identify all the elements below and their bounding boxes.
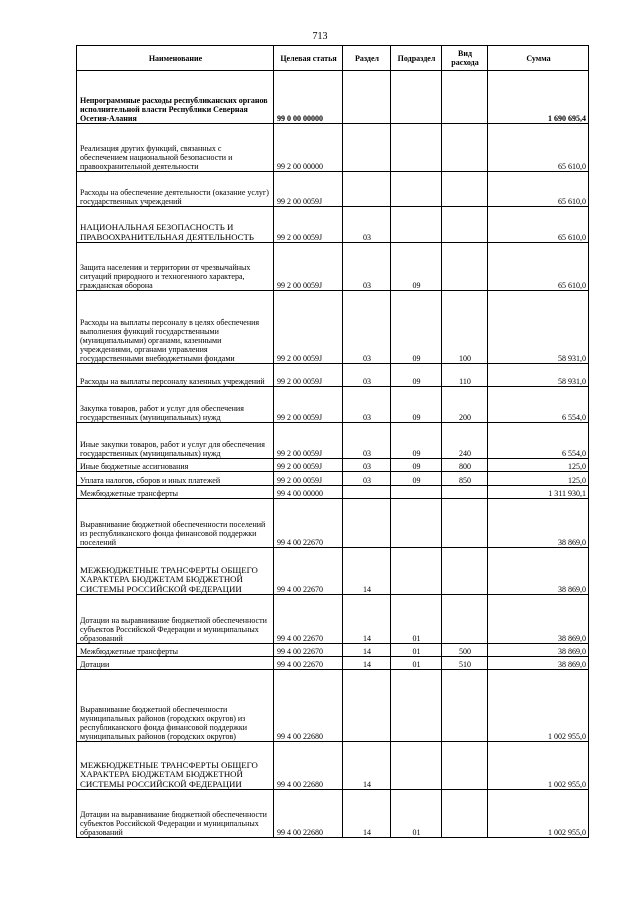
cell-subsection: [391, 71, 442, 124]
cell-section: 03: [343, 423, 391, 459]
cell-sum: 6 554,0: [488, 423, 589, 459]
cell-article: 99 2 00 0059J: [274, 364, 343, 387]
cell-subsection: 09: [391, 459, 442, 472]
cell-section: 03: [343, 207, 391, 243]
cell-subsection: [391, 742, 442, 790]
table-row: [77, 657, 589, 670]
cell-type: 110: [442, 364, 488, 387]
cell-article: 99 4 00 22670: [274, 644, 343, 657]
table-row: [77, 243, 589, 291]
cell-type: [442, 742, 488, 790]
cell-type: [442, 243, 488, 291]
cell-subsection: [391, 124, 442, 172]
header-section: Раздел: [343, 46, 391, 71]
cell-article: 99 4 00 22670: [274, 499, 343, 548]
cell-article: 99 2 00 0059J: [274, 423, 343, 459]
cell-article: 99 2 00 0059J: [274, 172, 343, 207]
cell-subsection: [391, 548, 442, 595]
cell-subsection: 01: [391, 790, 442, 838]
cell-name: Выравнивание бюджетной обеспеченности муниципальных районов (городских округов) из республиканского фонда финансовой поддержки муниципальных районов (городских округов): [77, 670, 274, 742]
page-number: 713: [312, 31, 328, 42]
cell-type: 800: [442, 459, 488, 472]
header-type: Вид расхода: [442, 46, 488, 71]
cell-section: [343, 486, 391, 499]
cell-sum: 38 869,0: [488, 657, 589, 670]
table-row: [77, 423, 589, 459]
cell-type: [442, 124, 488, 172]
cell-section: 03: [343, 387, 391, 423]
cell-name: Выравнивание бюджетной обеспеченности поселений из республиканского фонда финансовой поддержки поселений: [77, 499, 274, 548]
table-row: [77, 124, 589, 172]
cell-section: [343, 124, 391, 172]
header-article: Целевая статья: [274, 46, 343, 71]
table-header-row: [77, 46, 589, 71]
table-row: [77, 472, 589, 486]
cell-type: [442, 499, 488, 548]
cell-type: 200: [442, 387, 488, 423]
cell-name: МЕЖБЮДЖЕТНЫЕ ТРАНСФЕРТЫ ОБЩЕГО ХАРАКТЕРА БЮДЖЕТАМ БЮДЖЕТНОЙ СИСТЕМЫ РОССИЙСКОЙ ФЕДЕРАЦИИ: [77, 548, 274, 595]
cell-name: Дотации на выравнивание бюджетной обеспеченности субъектов Российской Федерации и муниципальных образований: [77, 595, 274, 644]
cell-type: [442, 207, 488, 243]
table-row: [77, 486, 589, 499]
table-row: [77, 459, 589, 472]
header-sum: Сумма: [488, 46, 589, 71]
cell-type: [442, 790, 488, 838]
cell-article: 99 2 00 0059J: [274, 459, 343, 472]
cell-sum: 1 690 695,4: [488, 71, 589, 124]
cell-type: [442, 670, 488, 742]
table-row: [77, 670, 589, 742]
cell-sum: 1 002 955,0: [488, 742, 589, 790]
cell-section: 14: [343, 657, 391, 670]
cell-article: 99 4 00 22680: [274, 790, 343, 838]
cell-subsection: [391, 670, 442, 742]
cell-subsection: 09: [391, 243, 442, 291]
cell-section: 03: [343, 364, 391, 387]
cell-section: 14: [343, 644, 391, 657]
table-row: [77, 742, 589, 790]
cell-section: 14: [343, 742, 391, 790]
cell-sum: 125,0: [488, 472, 589, 486]
cell-sum: 58 931,0: [488, 364, 589, 387]
cell-sum: 65 610,0: [488, 124, 589, 172]
header-subsection: Подраздел: [391, 46, 442, 71]
cell-type: [442, 595, 488, 644]
cell-section: 14: [343, 595, 391, 644]
table-row: [77, 548, 589, 595]
cell-sum: 1 002 955,0: [488, 670, 589, 742]
cell-name: Иные бюджетные ассигнования: [77, 459, 274, 472]
cell-subsection: 09: [391, 472, 442, 486]
cell-sum: 38 869,0: [488, 499, 589, 548]
table-row: [77, 71, 589, 124]
cell-name: Иные закупки товаров, работ и услуг для обеспечения государственных (муниципальных) нужд: [77, 423, 274, 459]
table-row: [77, 291, 589, 364]
cell-type: [442, 172, 488, 207]
cell-subsection: 01: [391, 657, 442, 670]
cell-sum: 1 002 955,0: [488, 790, 589, 838]
cell-section: 03: [343, 291, 391, 364]
cell-name: Реализация других функций, связанных с обеспечением национальной безопасности и правоохранительной деятельности: [77, 124, 274, 172]
table-row: [77, 172, 589, 207]
cell-type: 240: [442, 423, 488, 459]
cell-section: 14: [343, 548, 391, 595]
cell-type: 510: [442, 657, 488, 670]
cell-section: [343, 172, 391, 207]
cell-article: 99 2 00 00000: [274, 124, 343, 172]
cell-sum: 38 869,0: [488, 548, 589, 595]
cell-section: [343, 499, 391, 548]
cell-sum: 65 610,0: [488, 172, 589, 207]
header-name: Наименование: [77, 46, 274, 71]
cell-subsection: 01: [391, 595, 442, 644]
table-row: [77, 387, 589, 423]
cell-subsection: [391, 499, 442, 548]
cell-name: Дотации на выравнивание бюджетной обеспеченности субъектов Российской Федерации и муниципальных образований: [77, 790, 274, 838]
cell-sum: 1 311 930,1: [488, 486, 589, 499]
cell-name: Расходы на выплаты персоналу казенных учреждений: [77, 364, 274, 387]
table-row: [77, 790, 589, 838]
cell-section: [343, 71, 391, 124]
table-row: [77, 364, 589, 387]
cell-article: 99 4 00 22670: [274, 657, 343, 670]
cell-type: 850: [442, 472, 488, 486]
cell-sum: 6 554,0: [488, 387, 589, 423]
cell-subsection: 09: [391, 387, 442, 423]
cell-article: 99 2 00 0059J: [274, 472, 343, 486]
cell-subsection: 09: [391, 423, 442, 459]
cell-sum: 65 610,0: [488, 207, 589, 243]
cell-article: 99 4 00 22670: [274, 548, 343, 595]
cell-subsection: [391, 486, 442, 499]
cell-name: Непрограммные расходы республиканских органов исполнительной власти Республики Северная Осетия-Алания: [77, 71, 274, 124]
cell-section: [343, 670, 391, 742]
cell-name: НАЦИОНАЛЬНАЯ БЕЗОПАСНОСТЬ И ПРАВООХРАНИТЕЛЬНАЯ ДЕЯТЕЛЬНОСТЬ: [77, 207, 274, 243]
cell-section: 03: [343, 243, 391, 291]
cell-type: [442, 486, 488, 499]
cell-type: [442, 71, 488, 124]
cell-article: 99 4 00 00000: [274, 486, 343, 499]
cell-sum: 125,0: [488, 459, 589, 472]
cell-sum: 38 869,0: [488, 644, 589, 657]
cell-type: [442, 548, 488, 595]
cell-name: Дотации: [77, 657, 274, 670]
cell-article: 99 4 00 22670: [274, 595, 343, 644]
cell-article: 99 0 00 00000: [274, 71, 343, 124]
budget-table: [76, 45, 589, 838]
cell-name: Расходы на обеспечение деятельности (оказание услуг) государственных учреждений: [77, 172, 274, 207]
cell-section: 03: [343, 472, 391, 486]
cell-type: 100: [442, 291, 488, 364]
cell-article: 99 4 00 22680: [274, 742, 343, 790]
cell-article: 99 2 00 0059J: [274, 291, 343, 364]
table-row: [77, 499, 589, 548]
cell-name: Уплата налогов, сборов и иных платежей: [77, 472, 274, 486]
cell-section: 03: [343, 459, 391, 472]
cell-subsection: 09: [391, 364, 442, 387]
cell-section: 14: [343, 790, 391, 838]
cell-sum: 38 869,0: [488, 595, 589, 644]
table-row: [77, 595, 589, 644]
cell-name: Расходы на выплаты персоналу в целях обеспечения выполнения функций государственными (муниципальными) органами, казенными учреждениями, органами управления государственными внебюджетными фондами: [77, 291, 274, 364]
cell-name: Межбюджетные трансферты: [77, 644, 274, 657]
cell-subsection: [391, 172, 442, 207]
cell-sum: 65 610,0: [488, 243, 589, 291]
cell-name: Межбюджетные трансферты: [77, 486, 274, 499]
cell-article: 99 2 00 0059J: [274, 387, 343, 423]
cell-name: Защита населения и территории от чрезвычайных ситуаций природного и техногенного характера, гражданская оборона: [77, 243, 274, 291]
cell-subsection: 01: [391, 644, 442, 657]
cell-article: 99 2 00 0059J: [274, 243, 343, 291]
cell-subsection: 09: [391, 291, 442, 364]
cell-name: Закупка товаров, работ и услуг для обеспечения государственных (муниципальных) нужд: [77, 387, 274, 423]
cell-type: 500: [442, 644, 488, 657]
cell-article: 99 4 00 22680: [274, 670, 343, 742]
cell-subsection: [391, 207, 442, 243]
cell-name: МЕЖБЮДЖЕТНЫЕ ТРАНСФЕРТЫ ОБЩЕГО ХАРАКТЕРА БЮДЖЕТАМ БЮДЖЕТНОЙ СИСТЕМЫ РОССИЙСКОЙ ФЕДЕРАЦИИ: [77, 742, 274, 790]
cell-sum: 58 931,0: [488, 291, 589, 364]
table-row: [77, 207, 589, 243]
table-row: [77, 644, 589, 657]
cell-article: 99 2 00 0059J: [274, 207, 343, 243]
